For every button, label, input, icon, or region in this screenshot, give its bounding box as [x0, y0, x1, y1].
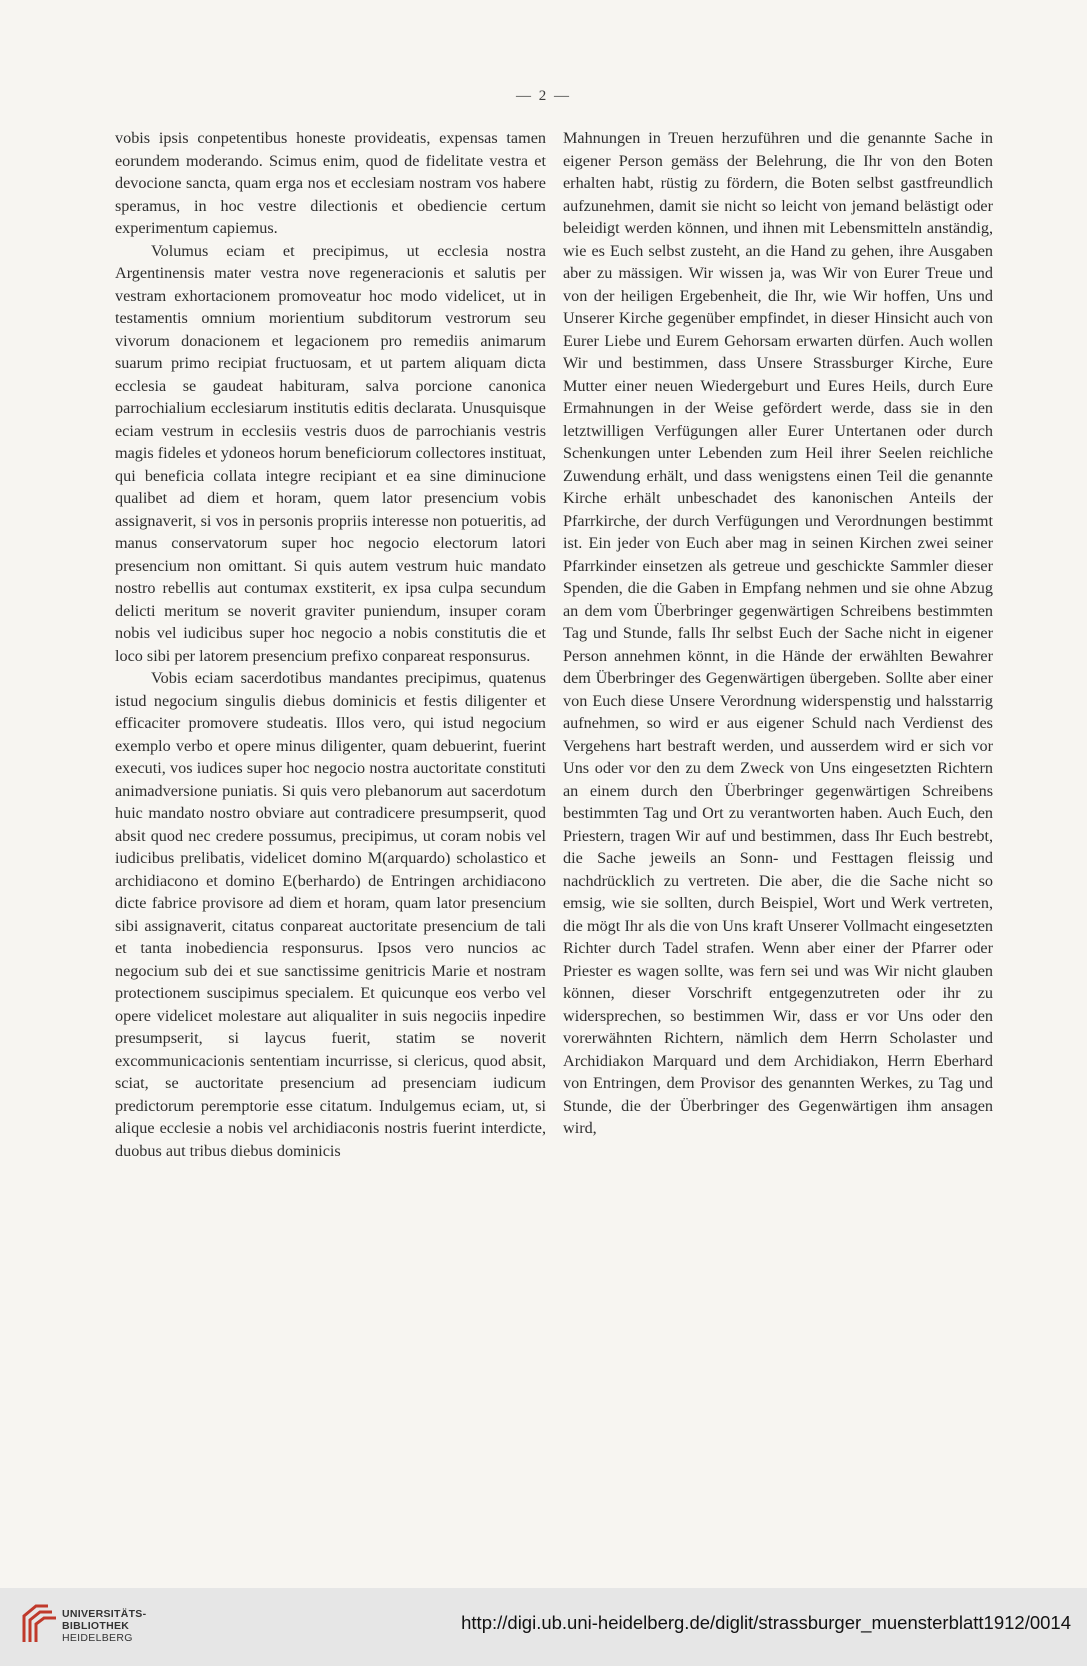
left-paragraph-3: Vobis eciam sacerdotibus mandantes precipimus, quatenus istud negocium singulis diebus dominicis et festis diligenter et efficaciter promovere studeatis. Illos vero, qui istud negocium exemplo verbo et opere minus diligenter, quam debuerint, fuerint executi, vos iudices super hoc negocio nostra auctoritate constituti animadversione puniatis. Si quis vero plebanorum aut sacerdotum huic mandato nostro obviare aut contradicere presumpserit, quod absit quod nec credere possumus, precipimus, ut coram nobis vel iudicibus prelibatis, videlicet domino M(arquardo) scholastico et archidiacono et domino E(berhardo) de Entringen archidiacono dicte fabrice provisore ad diem et horam, quam lator presencium sibi assignaverit, citatus conpareat auctoritate presencium de tali et tanta inobediencia responsurus. Ipsos vero nuncios ac negocium sub dei et sue sanctissime genitricis Marie et nostram protectionem suscipimus specialem. Et quicunque eos verbo vel opere videlicet molestare aut aliqualiter in suis negociis inpedire presumpserit, si laycus fuerit, statim se noverit excommunicacionis sententiam incurrisse, si clericus, quod absit, sciat, se auctoritate presencium ad presenciam iudicum predictorum peremptorie esse citatum. Indulgemus eciam, ut, si alique ecclesie a nobis vel archidiaconis nostris fuerint interdicte, duobus aut tribus diebus dominicis	[115, 669, 546, 1160]
left-paragraph-2: Volumus eciam et precipimus, ut ecclesia nostra Argentinensis mater vestra nove regeneracionis et salutis per vestram exhortacionem promoveatur hoc modo videlicet, ut in testamentis omnium morientium subditorum vestrorum seu vivorum donacionem et legacionem pro remediis animarum suarum primo recipiat fructuosam, et ut partem aliquam dicta ecclesia se gaudeat habituram, salva porcione canonica parrochialium ecclesiarum institutis editis declarata. Unusquisque eciam vestrum in ecclesiis vestris duos de parrochianis vestris magis fideles et ydoneos horum beneficiorum collectores instituat, qui beneficia collata integre recipiant et ea sine diminucione qualibet ad diem et horam, quem lator presencium vobis assignaverit, si vos in personis propriis interesse non potueritis, ad manus conservatorum super hoc negocio electorum latori presencium non omittant. Si quis autem vestrum huic mandato nostro rebellis aut contumax exstiterit, ex ipsa culpa secundum delicti meritum se noverit graviter puniendum, insuper coram nobis vel iudicibus super hoc negocio a nobis constitutis die et loco sibi per latorem presencium prefixo conpareat responsurus.	[115, 241, 546, 665]
right-column-german-text	[563, 127, 993, 1140]
left-column-latin-text	[115, 127, 546, 1162]
right-paragraph-1: Mahnungen in Treuen herzuführen und die genannte Sache in eigener Person gemäss der Belehrung, die Ihr von den Boten erhalten habt, rüstig zu fördern, die Boten selbst gastfreundlich aufzunehmen, damit sie nicht so leicht von jemand belästigt oder beleidigt werden können, und ihnen mit Lebensmitteln anständig, wie es Euch selbst zusteht, an die Hand zu gehen, ihre Ausgaben aber zu mässigen. Wir wissen ja, was Wir von Eurer Treue und von der heiligen Ergebenheit, die Ihr, wie Wir hoffen, Uns und Unserer Kirche gegenüber empfindet, in dieser Hinsicht auch von Eurer Liebe und Eurem Gehorsam erwarten dürfen. Auch wollen Wir und bestimmen, dass Unsere Strassburger Kirche, Eure Mutter einer neuen Wiedergeburt und Eures Heils, durch Eure Ermahnungen in der Weise gefördert werde, dass sie in den letztwilligen Verfügungen aller Eurer Untertanen oder durch Schenkungen unter Lebenden zum Heil ihrer Seelen reichliche Zuwendung erhält, und dass wenigstens einen Teil die genannte Kirche erhält unbeschadet des kanonischen Anteils der Pfarrkirche, der durch Verfügungen und Verordnungen bestimmt ist. Ein jeder von Euch aber mag in seinen Kirchen zwei seiner Pfarrkinder einsetzen als getreue und geschickte Sammler dieser Spenden, die die Gaben in Empfang nehmen und sie ohne Abzug an dem vom Überbringer gegenwärtigen Schreibens bestimmten Tag und Stunde, falls Ihr selbst Euch der Sache nicht in eigener Person annehmen könnt, in die Hände der erwählten Bewahrer dem Überbringer des Gegenwärtigen übergeben. Sollte aber einer von Euch diese Unsere Verordnung widerspenstig und halsstarrig aufnehmen, so wird er aus eigener Schuld nach Verdienst des Vergehens hart bestraft werden, und ausserdem wird er sich vor Uns oder vor den zu dem Zweck von Uns eingesetzten Richtern an einem durch den Überbringer gegenwärtigen Schreibens bestimmten Tag und Ort zu verantworten haben. Auch Euch, den Priestern, tragen Wir auf und bestimmen, dass Ihr Euch bestrebt, die Sache jeweils an Sonn- und Festtagen fleissig und nachdrücklich zu vertreten. Die aber, die die Sache nicht so emsig, wie sie sollten, durch Beispiel, Wort und Werk vertreten, die mögt Ihr als die von Uns kraft Unserer Vollmacht eingesetzten Richter durch Tadel strafen. Wenn aber einer der Pfarrer oder Priester es wagen sollte, was fern sei und was Wir nicht glauben können, dieser Vorschrift entgegenzutreten oder ihr zu widersprechen, so bestimmen Wir, dass er vor Uns oder den vorerwähnten Richtern, nämlich dem Herrn Scholaster und Archidiakon Marquard und dem Archidiakon, Herrn Eberhard von Entringen, dem Provisor des genannten Werkes, zu Tag und Stunde, die der Überbringer des Gegenwärtigen ihm ansagen wird,	[563, 129, 993, 1137]
logo-line-1: UNIVERSITÄTS-	[62, 1608, 147, 1620]
library-logo-text	[62, 1608, 146, 1644]
left-paragraph-1: vobis ipsis conpetentibus honeste provideatis, expensas tamen eorundem moderando. Scimus enim, quod de fidelitate vestra et devocione sancta, quam erga nos et ecclesiam nostram vos habere speramus, in hoc vestre dilectionis et obediencie certum experimentum capiemus.	[115, 129, 546, 237]
digitization-footer	[0, 1588, 1087, 1666]
logo-line-2: BIBLIOTHEK	[62, 1620, 130, 1632]
page-number: — 2 —	[516, 88, 571, 104]
source-url-link[interactable]: http://digi.ub.uni-heidelberg.de/diglit/strassburger_muensterblatt1912/0014	[461, 1612, 1071, 1633]
library-logo[interactable]	[20, 1598, 170, 1658]
logo-line-3: HEIDELBERG	[62, 1632, 133, 1644]
library-logo-icon	[20, 1602, 60, 1648]
